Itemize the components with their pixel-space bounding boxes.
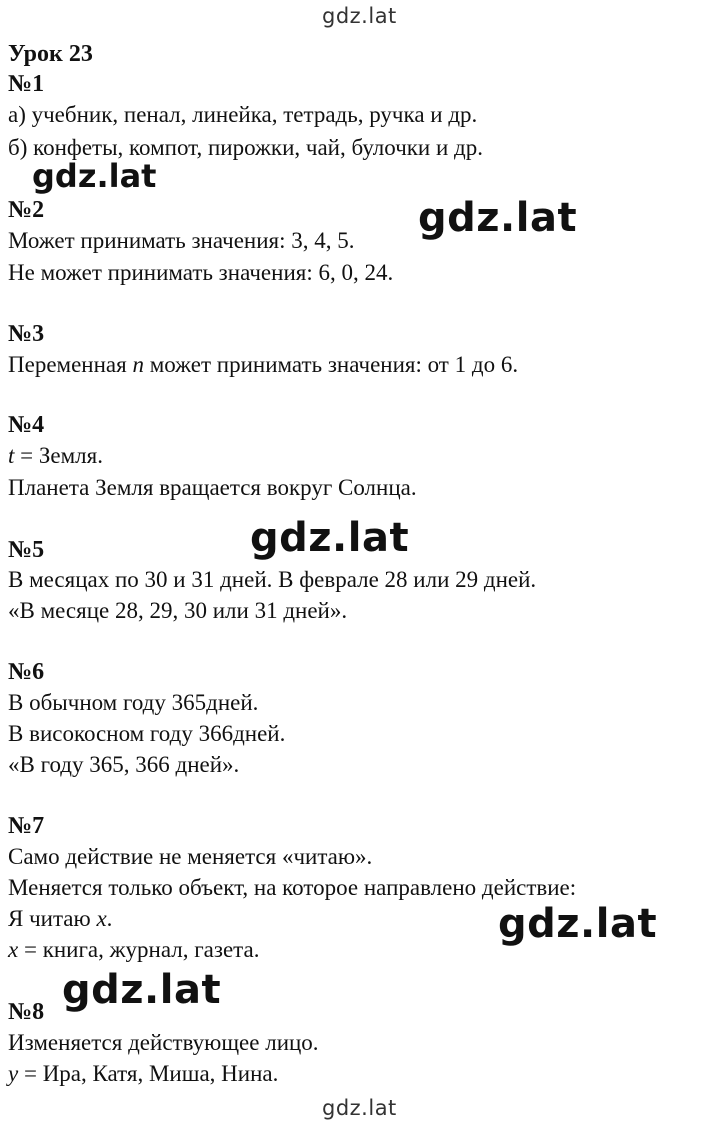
watermark-3: gdz.lat (250, 515, 410, 561)
task-6-line-3: «В году 365, 366 дней». (8, 752, 240, 777)
task-1-line-a: а) учебник, пенал, линейка, тетрадь, ручка и др. (8, 102, 478, 127)
watermark-2: gdz.lat (418, 195, 578, 241)
task-8-line-2 (8, 1060, 278, 1088)
task-8-line-1: Изменяется действующее лицо. (8, 1030, 319, 1055)
task-4-heading: №4 (8, 412, 45, 438)
task-2-line-1: Может принимать значения: 3, 4, 5. (8, 228, 355, 253)
task-6-heading: №6 (8, 659, 45, 685)
task-3-text-b: может принимать значения: от 1 до 6. (143, 352, 519, 377)
task-7-line-2: Меняется только объект, на которое направлено действие: (8, 875, 577, 900)
task-3-text-a: Переменная (8, 352, 133, 377)
task-3-line-1 (8, 351, 518, 379)
task-7-text-a: Я читаю (8, 906, 97, 931)
task-7-line-4 (8, 936, 259, 964)
task-7-text-b: . (106, 906, 113, 931)
task-5-line-1: В месяцах по 30 и 31 дней. В феврале 28 или 29 дней. (8, 567, 537, 592)
task-4-line-1 (8, 442, 103, 470)
task-2-line-2: Не может принимать значения: 6, 0, 24. (8, 260, 394, 285)
lesson-title: Урок 23 (8, 41, 93, 67)
task-1-heading: №1 (8, 71, 45, 97)
task-5-heading: №5 (8, 537, 45, 563)
task-8-heading: №8 (8, 999, 45, 1025)
watermark-bottom: gdz.lat (322, 1096, 397, 1120)
task-8-text-b: = Ира, Катя, Миша, Нина. (18, 1061, 279, 1086)
watermark-4: gdz.lat (498, 901, 658, 947)
variable-x: x (8, 937, 19, 962)
task-1-line-b: б) конфеты, компот, пирожки, чай, булочки и др. (8, 135, 484, 160)
variable-t: t (8, 443, 15, 468)
task-7-heading: №7 (8, 813, 45, 839)
variable-y: y (8, 1061, 19, 1086)
task-7-line-3 (8, 905, 112, 933)
variable-x: x (96, 906, 107, 931)
task-4-line-2: Планета Земля вращается вокруг Солнца. (8, 475, 417, 500)
task-4-text-b: = Земля. (14, 443, 103, 468)
task-5-line-2: «В месяце 28, 29, 30 или 31 дней». (8, 598, 348, 623)
watermark-5: gdz.lat (62, 967, 222, 1013)
variable-n: n (132, 352, 144, 377)
task-2-heading: №2 (8, 197, 45, 223)
task-6-line-1: В обычном году 365дней. (8, 690, 259, 715)
task-7-line-1: Само действие не меняется «читаю». (8, 844, 373, 869)
task-3-heading: №3 (8, 321, 45, 347)
task-6-line-2: В високосном году 366дней. (8, 721, 286, 746)
task-7-text-c: = книга, журнал, газета. (18, 937, 260, 962)
watermark-1: gdz.lat (32, 157, 157, 195)
watermark-top: gdz.lat (322, 4, 397, 28)
